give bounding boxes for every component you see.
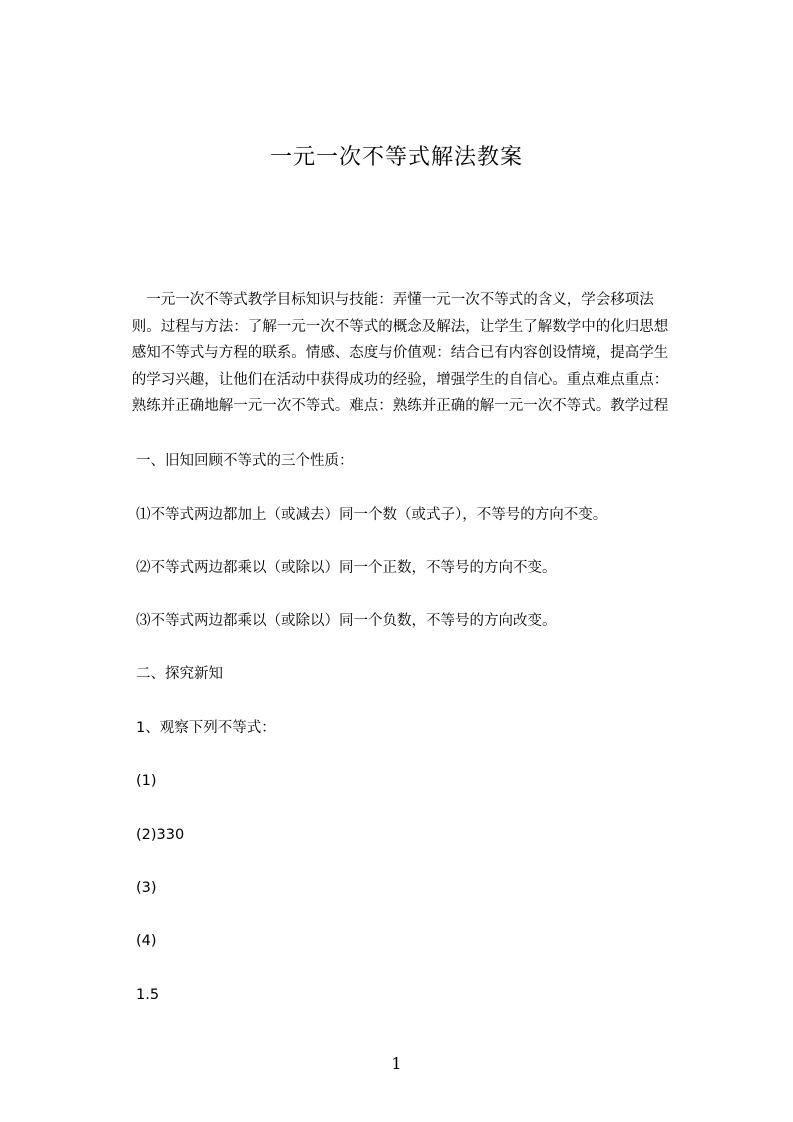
property-3: ⑶不等式两边都乘以（或除以）同一个负数，不等号的方向改变。 (136, 613, 557, 629)
example-1: (1) (136, 773, 157, 789)
intro-paragraph (102, 287, 698, 420)
example-3: (3) (136, 880, 157, 896)
intro-line-4: 的学习兴趣，让他们在活动中获得成功的经验，增强学生的自信心。重点难点重点： (131, 371, 669, 388)
item-number: 1.5 (136, 987, 160, 1003)
item-heading: 1、观察下列不等式： (136, 720, 276, 736)
example-2: (2)330 (136, 827, 185, 843)
example-4: (4) (136, 933, 157, 949)
property-2: ⑵不等式两边都乘以（或除以）同一个正数，不等号的方向不变。 (136, 560, 557, 576)
intro-line-2: 则。过程与方法：了解一元一次不等式的概念及解法，让学生了解数学中的化归思想 (131, 318, 669, 335)
intro-line-3: 感知不等式与方程的联系。情感、态度与价值观：结合已有内容创设情境，提高学生 (131, 345, 669, 361)
intro-line-5: 熟练并正确地解一元一次不等式。难点：熟练并正确的解一元一次不等式。教学过程 (131, 398, 669, 414)
section-two-heading: 二、探究新知 (136, 666, 223, 682)
intro-line-1: 一元一次不等式教学目标知识与技能：弄懂一元一次不等式的含义，学会移项法 (146, 292, 654, 308)
page-number: 1 (391, 1054, 402, 1073)
section-one-heading: 一、旧知回顾不等式的三个性质： (136, 453, 354, 469)
property-1: ⑴不等式两边都加上（或减去）同一个数（或式子），不等号的方向不变。 (136, 507, 608, 523)
document-title: 一元一次不等式解法教案 (269, 145, 523, 170)
